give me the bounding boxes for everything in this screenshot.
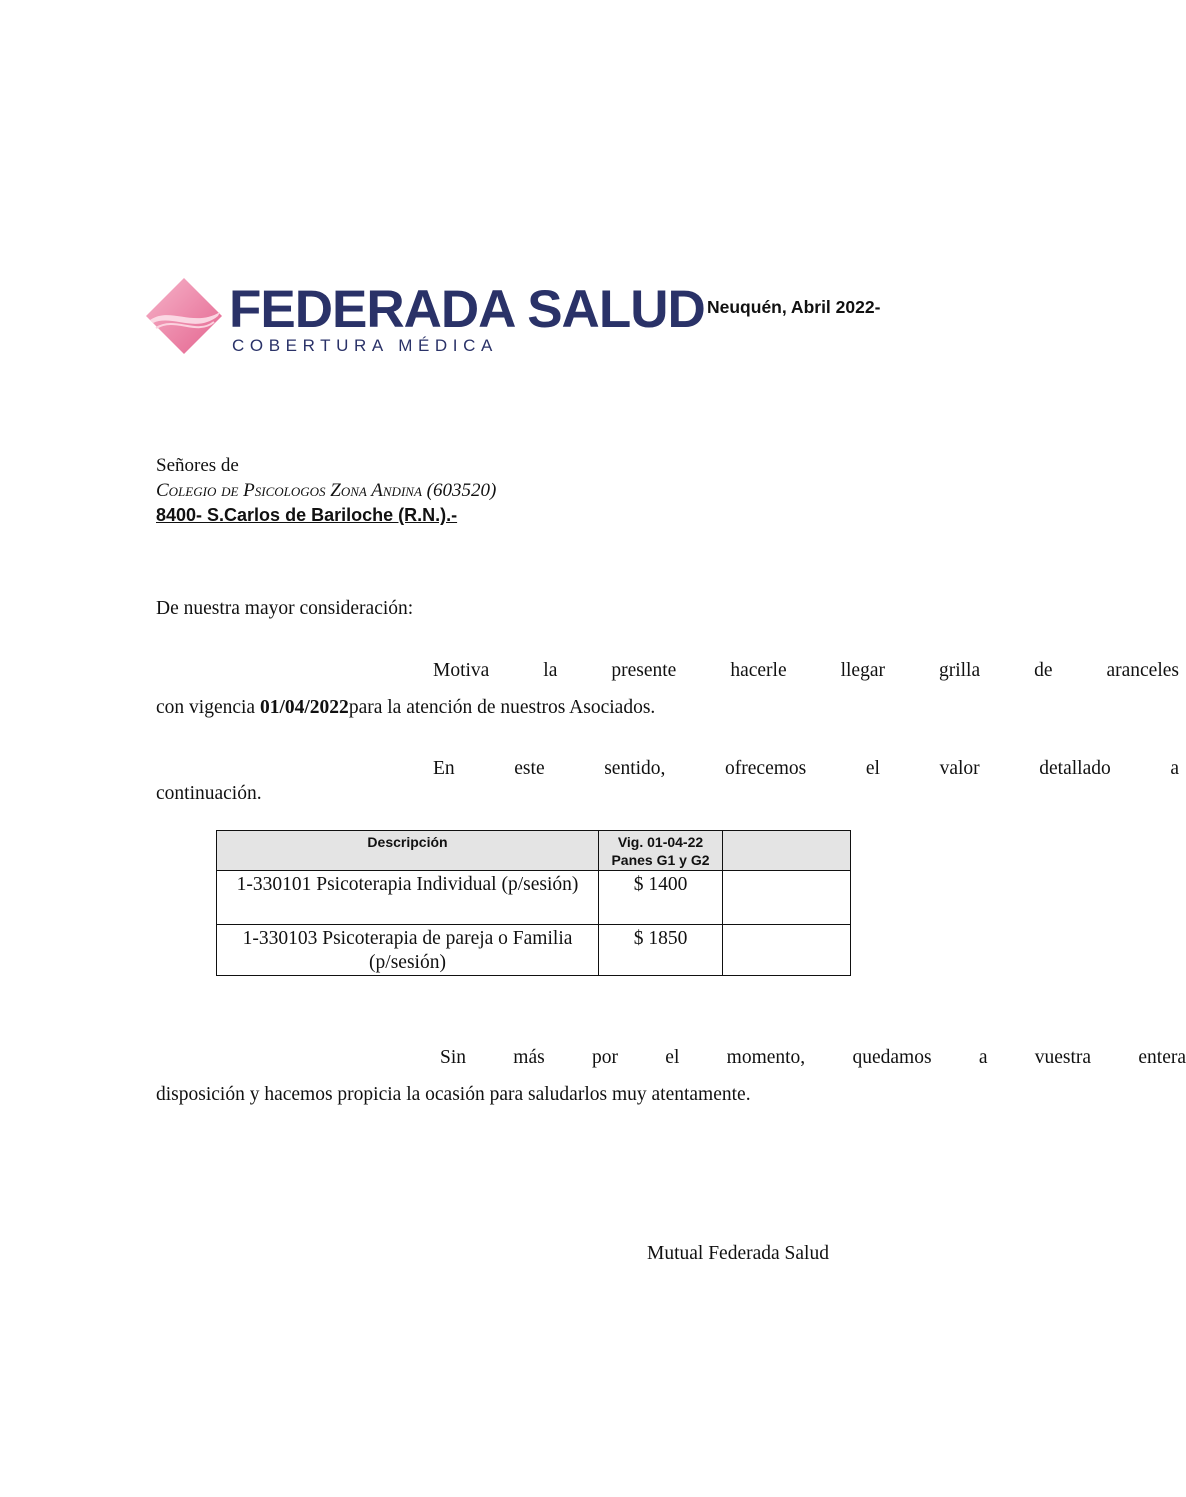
recipient-address: 8400- S.Carlos de Bariloche (R.N.).-	[156, 505, 458, 525]
greeting: De nuestra mayor consideración:	[156, 598, 414, 619]
recipient-salutation: Señores de	[156, 455, 239, 476]
table-row	[217, 871, 851, 925]
effective-date: 01/04/2022	[259, 697, 349, 718]
row-extra	[723, 925, 851, 976]
table-row	[217, 925, 851, 976]
paragraph-1-line-1: Motiva la presente hacerle llegar grilla de aranceles	[433, 660, 1179, 681]
row-value: $ 1400	[599, 871, 723, 925]
table-header-row	[217, 831, 851, 871]
fees-table	[216, 830, 851, 976]
header-description: Descripción	[217, 831, 599, 871]
row-value: $ 1850	[599, 925, 723, 976]
paragraph-3-line-2: disposición y hacemos propicia la ocasión para saludarlos muy atentamente.	[156, 1084, 751, 1105]
row-description: 1-330101 Psicoterapia Individual (p/sesión)	[217, 871, 599, 925]
letter-date: Neuquén, Abril 2022-	[707, 297, 881, 317]
signature: Mutual Federada Salud	[647, 1243, 829, 1264]
paragraph-1-line-2: con vigencia 01/04/2022para la atención de nuestros Asociados.	[156, 697, 656, 718]
paragraph-2-line-1: En este sentido, ofrecemos el valor detallado a	[433, 758, 1179, 779]
logo-brand-text: FEDERADA SALUD	[229, 280, 705, 339]
header-validity: Vig. 01-04-22 Panes G1 y G2	[599, 831, 723, 871]
logo-tagline: COBERTURA MÉDICA	[232, 336, 498, 355]
header-empty	[723, 831, 851, 871]
paragraph-2-line-2: continuación.	[156, 783, 262, 804]
federada-salud-logo-icon	[144, 276, 224, 356]
row-description: 1-330103 Psicoterapia de pareja o Familia (p/sesión)	[217, 925, 599, 976]
row-extra	[723, 871, 851, 925]
paragraph-3-line-1: Sin más por el momento, quedamos a vuestra entera	[440, 1047, 1186, 1068]
recipient-organization: Colegio de Psicologos Zona Andina (603520)	[156, 480, 497, 501]
